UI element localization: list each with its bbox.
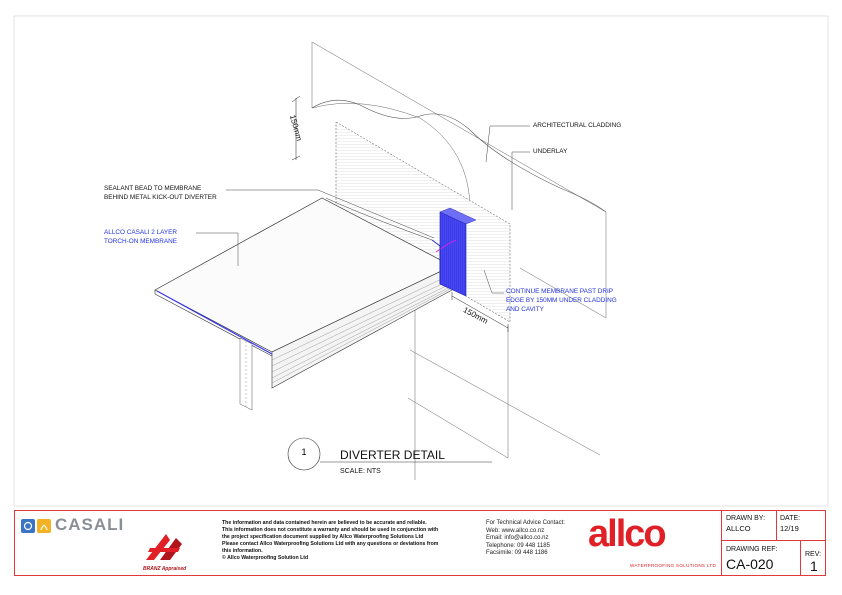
detail-title: DIVERTER DETAIL xyxy=(340,448,445,462)
label-continue-line2: EDGE BY 150MM UNDER CLADDING xyxy=(506,297,617,304)
detail-scale: SCALE: NTS xyxy=(340,468,381,475)
disclaimer-line-2: This information does not constitute a warranty and should be used in conjunction with xyxy=(222,527,439,533)
detail-number: 1 xyxy=(301,447,307,457)
date-value: 12/19 xyxy=(780,524,799,533)
contact-facsimile: Facsimile: 09 448 1186 xyxy=(486,550,548,556)
dimension-vertical-label: 150mm xyxy=(287,113,304,142)
drawing-ref-label: DRAWING REF: xyxy=(726,546,778,553)
label-continue-line3: AND CAVITY xyxy=(506,306,544,313)
branz-logo-text: BRANZ Appraised xyxy=(143,566,187,572)
allco-logo-text: allco xyxy=(588,513,665,555)
drawing-ref-value: CA-020 xyxy=(726,556,774,572)
contact-heading: For Technical Advice Contact: xyxy=(486,520,565,526)
rev-label: REV: xyxy=(805,551,822,558)
rev-value: 1 xyxy=(810,558,818,574)
allco-tagline: WATERPROOFING SOLUTIONS LTD xyxy=(630,563,717,568)
contact-web: Web: www.allco.co.nz xyxy=(486,527,545,534)
label-membrane-line1: ALLCO CASALI 2 LAYER xyxy=(104,229,178,236)
label-sealant-line1: SEALANT BEAD TO MEMBRANE xyxy=(104,185,202,192)
dimension-horizontal-label: 150mm xyxy=(461,305,490,326)
label-underlay: UNDERLAY xyxy=(533,148,568,155)
drawn-by-label: DRAWN BY: xyxy=(726,515,766,522)
disclaimer-line-5: this information. xyxy=(222,548,263,554)
drawn-by-value: ALLCO xyxy=(726,524,751,533)
branz-logo-icon xyxy=(140,530,190,566)
disclaimer-line-6: © Allco Waterproofing Solution Ltd xyxy=(222,555,309,561)
label-continue-line1: CONTINUE MEMBRANE PAST DRIP xyxy=(506,288,613,295)
contact-telephone: Telephone: 09 448 1185 xyxy=(486,542,550,549)
label-membrane-line2: TORCH-ON MEMBRANE xyxy=(104,238,178,245)
date-label: DATE: xyxy=(780,515,801,522)
contact-email: Email: info@allco.co.nz xyxy=(486,535,549,541)
casali-logo-text: CASALI xyxy=(55,515,125,534)
label-architectural-cladding: ARCHITECTURAL CLADDING xyxy=(533,122,622,129)
label-sealant-line2: BEHIND METAL KICK-OUT DIVERTER xyxy=(104,194,217,201)
disclaimer-line-1: The information and data contained herein are believed to be accurate and reliable. xyxy=(222,520,427,526)
disclaimer-line-3: the project specification document supplied by Allco Waterproofing Solutions Ltd xyxy=(222,534,424,540)
disclaimer-line-4: Please contact Allco Waterproofing Solutions Ltd with any questions or deviations from xyxy=(222,541,439,547)
